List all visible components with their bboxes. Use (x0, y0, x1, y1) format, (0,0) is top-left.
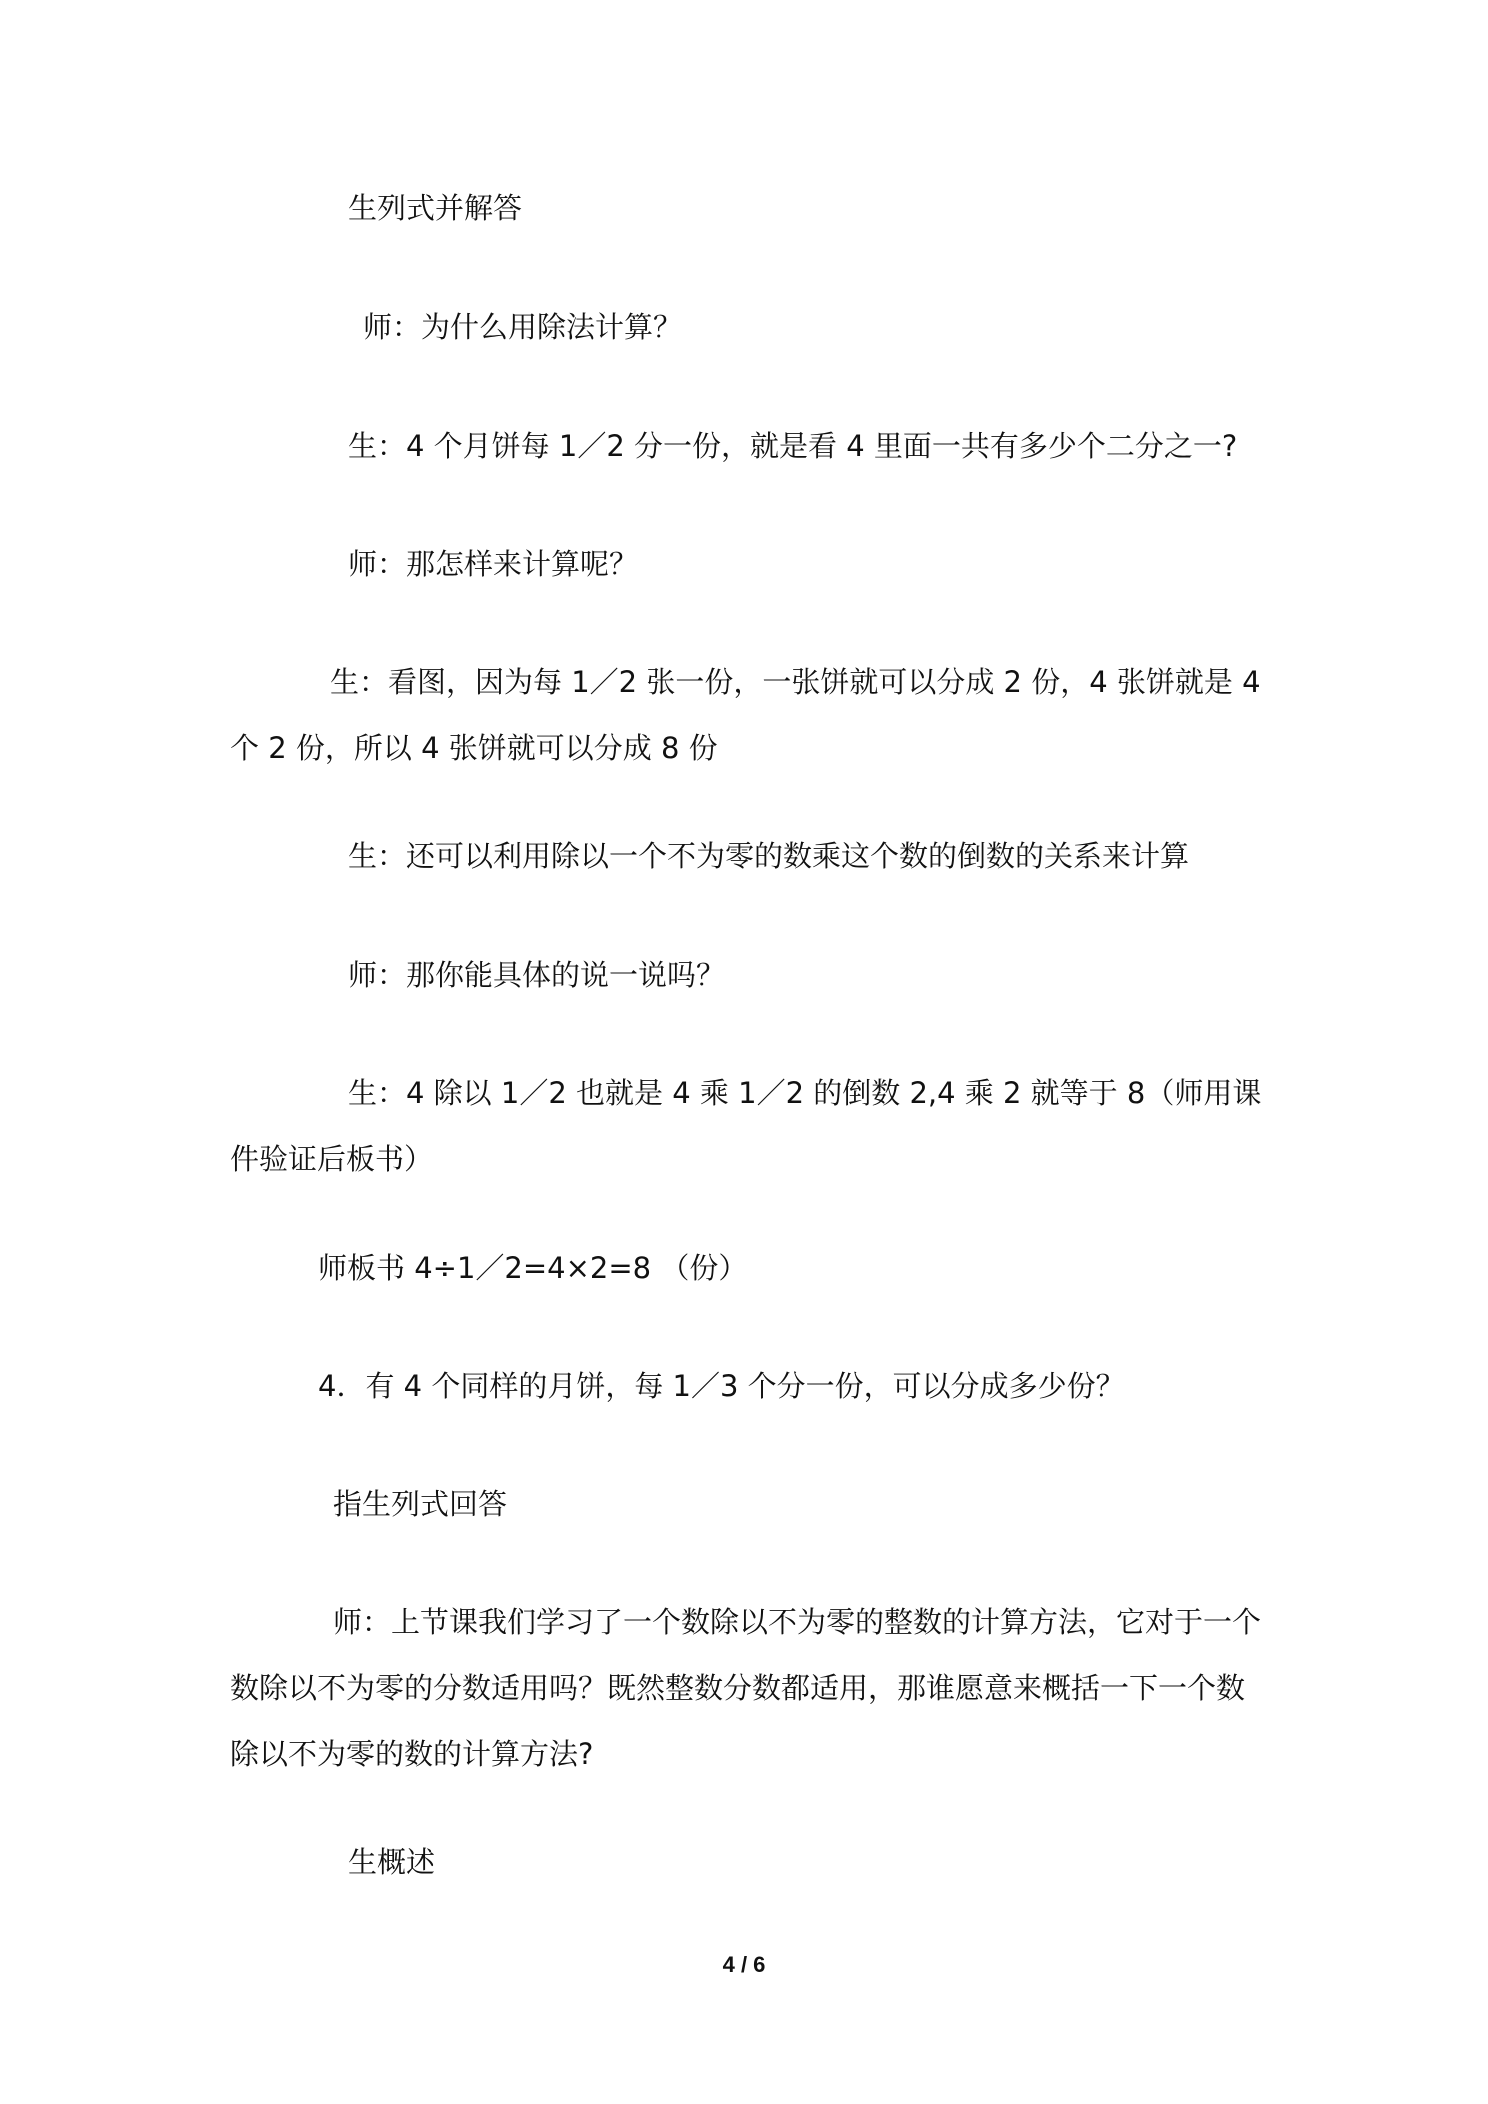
text-line: 4．有 4 个同样的月饼，每 1／3 个分一份，可以分成多少份？ (318, 1369, 1125, 1403)
text-line: 生列式并解答 (348, 191, 523, 225)
text-line: 生：4 个月饼每 1／2 分一份，就是看 4 里面一共有多少个二分之一? (348, 429, 1238, 463)
text-paragraph: 生：看图，因为每 1／2 张一份，一张饼就可以分成 2 份，4 张饼就是 4 个 2 份，所以 4 张饼就可以分成 8 份 (230, 665, 1261, 765)
page-number: 4 / 6 (722, 1952, 766, 1977)
text-line: 生：还可以利用除以一个不为零的数乘这个数的倒数的关系来计算 (348, 839, 1190, 873)
text-line: 师：为什么用除法计算？ (363, 310, 683, 344)
text-line: 师：那怎样来计算呢？ (348, 547, 639, 581)
text-line: 师：那你能具体的说一说吗？ (348, 958, 726, 992)
text-paragraph: 生：4 除以 1／2 也就是 4 乘 1／2 的倒数 2,4 乘 2 就等于 8（师用课件验证后板书） (230, 1076, 1262, 1176)
text-line: 生概述 (348, 1845, 436, 1879)
text-line: 师板书 4÷1／2=4×2=8 （份） (318, 1251, 748, 1285)
text-paragraph: 师：上节课我们学习了一个数除以不为零的整数的计算方法，它对于一个数除以不为零的分数适用吗？既然整数分数都适用，那谁愿意来概括一下一个数除以不为零的数的计算方法? (230, 1605, 1262, 1771)
text-line: 指生列式回答 (333, 1487, 508, 1521)
